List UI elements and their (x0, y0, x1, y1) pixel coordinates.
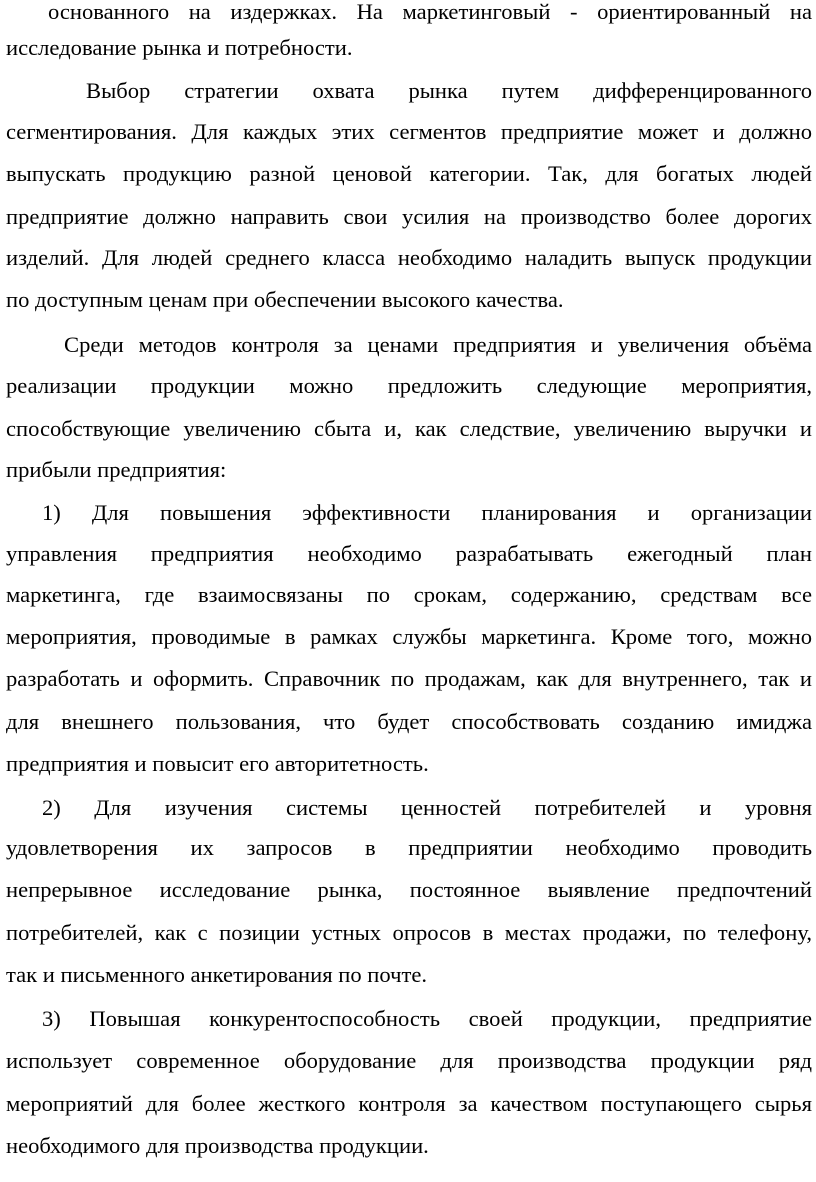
text-line: маркетинга, где взаимосвязаны по срокам, содержанию, средствам все (6, 582, 812, 607)
text-line: мероприятий для более жесткого контроля за качеством поступающего сырья (6, 1091, 812, 1116)
text-line: использует современное оборудование для производства продукции ряд (6, 1048, 812, 1073)
text-line: 2) Для изучения системы ценностей потребителей и уровня (42, 795, 812, 820)
text-line: по доступным ценам при обеспечении высокого качества. (6, 287, 564, 312)
text-line: необходимого для производства продукции. (6, 1133, 429, 1158)
text-line: мероприятия, проводимые в рамках службы маркетинга. Кроме того, можно (6, 624, 812, 649)
text-line: выпускать продукцию разной ценовой категории. Так, для богатых людей (6, 161, 812, 186)
text-line: предприятия и повысит его авторитетность. (6, 751, 429, 776)
text-line: 3) Повышая конкурентоспособность своей продукции, предприятие (42, 1006, 812, 1031)
text-line: способствующие увеличению сбыта и, как следствие, увеличению выручки и (6, 416, 812, 441)
text-line: изделий. Для людей среднего класса необходимо наладить выпуск продукции (6, 245, 812, 270)
text-line: удовлетворения их запросов в предприятии необходимо проводить (6, 835, 812, 860)
text-line: для внешнего пользования, что будет способствовать созданию имиджа (6, 709, 812, 734)
text-line: разработать и оформить. Справочник по продажам, как для внутреннего, так и (6, 666, 812, 691)
text-line: непрерывное исследование рынка, постоянное выявление предпочтений (6, 877, 812, 902)
text-line: Среди методов контроля за ценами предприятия и увеличения объёма (64, 332, 812, 357)
text-line: прибыли предприятия: (6, 457, 227, 482)
text-line: Выбор стратегии охвата рынка путем дифференцированного (86, 78, 812, 103)
text-line: 1) Для повышения эффективности планирования и организации (42, 500, 812, 525)
text-line: управления предприятия необходимо разрабатывать ежегодный план (6, 541, 812, 566)
text-line: потребителей, как с позиции устных опросов в местах продажи, по телефону, (6, 920, 812, 945)
text-line: основанного на издержках. На маркетинговый - ориентированный на (48, 0, 812, 24)
text-line: исследование рынка и потребности. (6, 35, 353, 60)
text-line: реализации продукции можно предложить следующие мероприятия, (6, 373, 812, 398)
text-line: так и письменного анкетирования по почте. (6, 962, 428, 987)
text-line: предприятие должно направить свои усилия на производство более дорогих (6, 204, 812, 229)
text-line: сегментирования. Для каждых этих сегментов предприятие может и должно (6, 119, 812, 144)
